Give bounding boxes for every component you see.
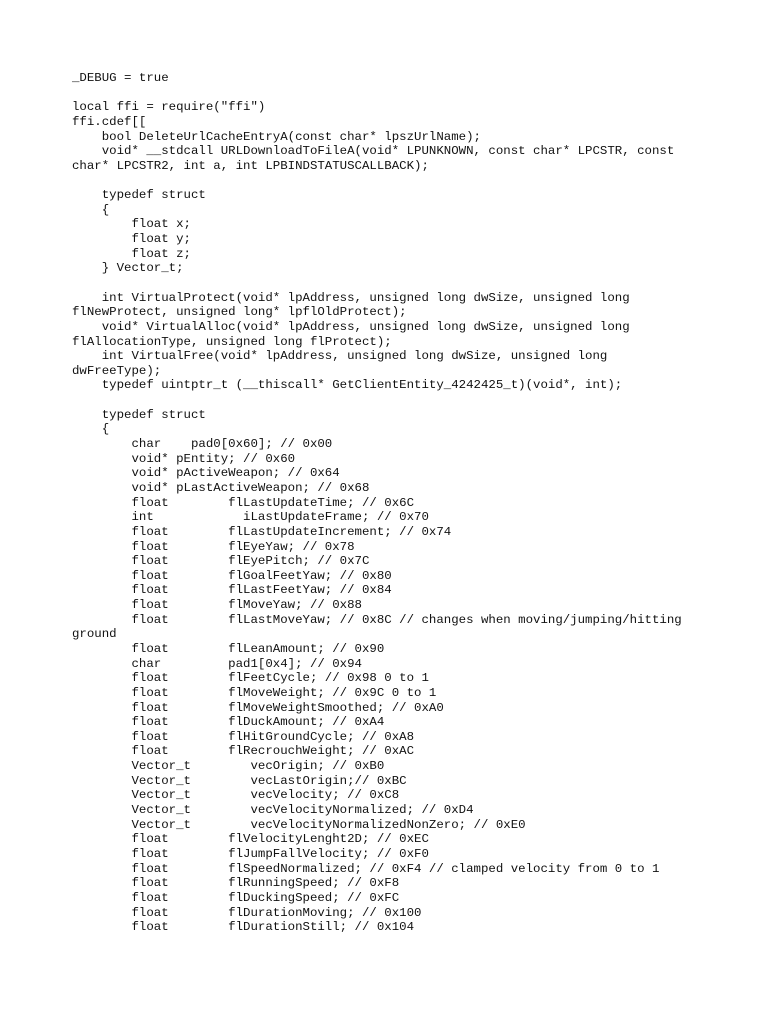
code-block (72, 71, 752, 935)
code-line: int VirtualFree(void* lpAddress, unsigned long dwSize, unsigned long (72, 349, 608, 364)
code-line: char* LPCSTR2, int a, int LPBINDSTATUSCALLBACK); (72, 158, 429, 173)
code-line: void* __stdcall URLDownloadToFileA(void* LPUNKNOWN, const char* LPCSTR, const (72, 144, 675, 159)
code-line: float flLastFeetYaw; // 0x84 (72, 583, 392, 598)
code-line: void* pEntity; // 0x60 (72, 451, 296, 466)
code-line: char pad1[0x4]; // 0x94 (72, 656, 362, 671)
code-line: float flMoveWeightSmoothed; // 0xA0 (72, 700, 444, 715)
code-line: float x; (72, 217, 191, 232)
code-line: float z; (72, 246, 191, 261)
code-line: float flVelocityLenght2D; // 0xEC (72, 832, 429, 847)
code-line: float flRecrouchWeight; // 0xAC (72, 744, 415, 759)
code-line: int iLastUpdateFrame; // 0x70 (72, 510, 429, 525)
code-line: bool DeleteUrlCacheEntryA(const char* lpszUrlName); (72, 129, 481, 144)
code-line: float flEyePitch; // 0x7C (72, 554, 370, 569)
code-line: Vector_t vecVelocity; // 0xC8 (72, 788, 400, 803)
code-line: float flRunningSpeed; // 0xF8 (72, 876, 400, 891)
code-line: { (72, 202, 110, 217)
code-line: ground (72, 627, 117, 642)
code-line: float y; (72, 232, 191, 247)
code-line: ffi.cdef[[ (72, 114, 147, 129)
code-line: int VirtualProtect(void* lpAddress, unsigned long dwSize, unsigned long (72, 290, 630, 305)
code-line: float flSpeedNormalized; // 0xF4 // clamped velocity from 0 to 1 (72, 861, 660, 876)
code-line: float flFeetCycle; // 0x98 0 to 1 (72, 671, 429, 686)
code-line: float flDurationStill; // 0x104 (72, 920, 415, 935)
code-line: float flJumpFallVelocity; // 0xF0 (72, 846, 429, 861)
code-line (72, 173, 752, 188)
code-line: float flDurationMoving; // 0x100 (72, 905, 422, 920)
code-line: float flMoveYaw; // 0x88 (72, 598, 362, 613)
code-line: void* pLastActiveWeapon; // 0x68 (72, 480, 370, 495)
code-line: void* VirtualAlloc(void* lpAddress, unsigned long dwSize, unsigned long (72, 319, 630, 334)
code-line: _DEBUG = true (72, 71, 169, 85)
code-line: float flDuckAmount; // 0xA4 (72, 715, 385, 730)
code-line: Vector_t vecVelocityNormalized; // 0xD4 (72, 803, 474, 818)
code-line: Vector_t vecOrigin; // 0xB0 (72, 759, 385, 774)
code-line: dwFreeType); (72, 363, 162, 378)
code-line: Vector_t vecLastOrigin;// 0xBC (72, 773, 407, 788)
code-line: typedef uintptr_t (__thiscall* GetClientEntity_4242425_t)(void*, int); (72, 378, 623, 393)
code-line: local ffi = require("ffi") (72, 100, 266, 115)
code-line: float flLastUpdateIncrement; // 0x74 (72, 524, 452, 539)
code-line: flNewProtect, unsigned long* lpflOldProtect); (72, 305, 407, 320)
code-line: char pad0[0x60]; // 0x00 (72, 437, 333, 452)
code-line: float flDuckingSpeed; // 0xFC (72, 890, 400, 905)
code-line: void* pActiveWeapon; // 0x64 (72, 466, 340, 481)
code-line: float flLastMoveYaw; // 0x8C // changes when moving/jumping/hitting (72, 612, 682, 627)
code-line: float flHitGroundCycle; // 0xA8 (72, 729, 415, 744)
code-line (72, 276, 752, 291)
code-line (72, 393, 752, 408)
code-line (72, 86, 752, 101)
code-line: flAllocationType, unsigned long flProtect); (72, 334, 392, 349)
code-line: typedef struct (72, 188, 206, 203)
code-line: float flLeanAmount; // 0x90 (72, 641, 385, 656)
code-line: float flMoveWeight; // 0x9C 0 to 1 (72, 685, 437, 700)
code-line: float flEyeYaw; // 0x78 (72, 539, 355, 554)
code-line: Vector_t vecVelocityNormalizedNonZero; // 0xE0 (72, 817, 526, 832)
code-line: { (72, 422, 110, 437)
code-line: float flGoalFeetYaw; // 0x80 (72, 568, 392, 583)
code-line: float flLastUpdateTime; // 0x6C (72, 495, 415, 510)
code-line: typedef struct (72, 407, 206, 422)
code-line: } Vector_t; (72, 261, 184, 276)
